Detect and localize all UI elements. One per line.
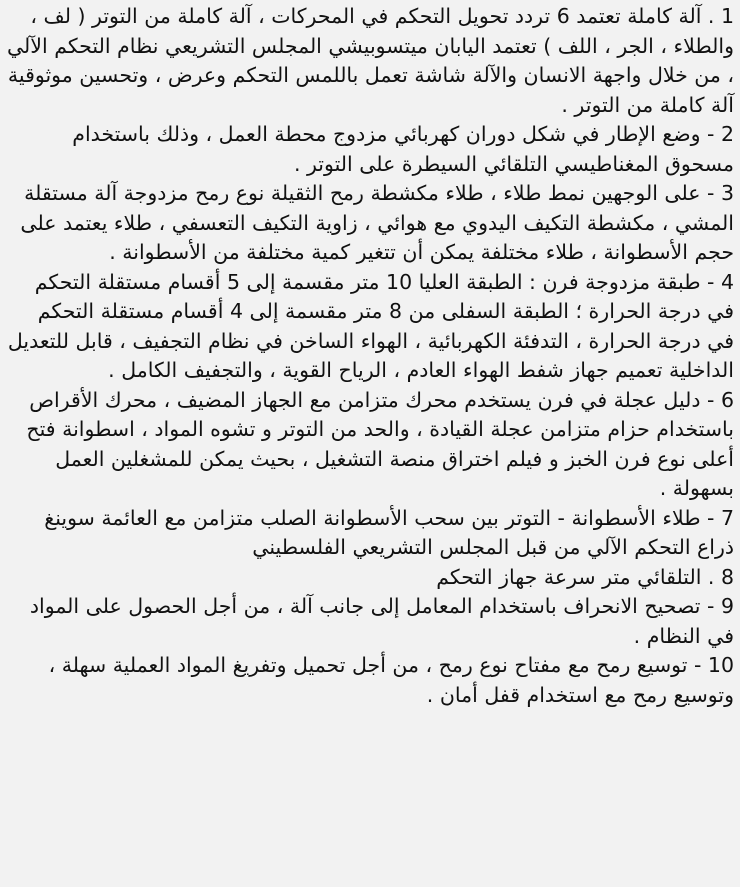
- paragraph-item-3: 3 - على الوجهين نمط طلاء ، طلاء مكشطة رمح الثقيلة نوع رمح مزدوجة آلة مستقلة المشي ، مكشطة التكيف اليدوي مع هوائي ، زاوية التكيف التعسفي ، طلاء يعتمد على حجم الأسطوانة ، طلاء مختلفة يمكن أن تتغير كمية مختلفة من الأسطوانة .: [20, 181, 734, 264]
- paragraph-item-8: 8 . التلقائي متر سرعة جهاز التحكم: [436, 564, 734, 589]
- paragraph-item-1: 1 . آلة كاملة تعتمد 6 تردد تحويل التحكم في المحركات ، آلة كاملة من التوتر ( لف ، والطلاء ، الجر ، اللف ) تعتمد اليابان ميتسوبيشي المجلس التشريعي نظام التحكم الآلي ، من خلال واجهة الانسان والآلة شاشة تعمل باللمس التحكم وعرض ، وتحسين موثوقية آلة كاملة من التوتر .: [6, 4, 734, 117]
- paragraph-item-7: 7 - طلاء الأسطوانة - التوتر بين سحب الأسطوانة الصلب متزامن مع العائمة سوينغ ذراع التحكم الآلي من قبل المجلس التشريعي الفلسطيني: [44, 505, 734, 559]
- paragraph-item-4: 4 - طبقة مزدوجة فرن : الطبقة العليا 10 متر مقسمة إلى 5 أقسام مستقلة التحكم في درجة الحرارة ؛ الطبقة السفلى من 8 متر مقسمة إلى 4 أقسام مستقلة التحكم في درجة الحرارة ، التدفئة الكهربائية ، الهواء الساخن في نظام التجفيف ، قابل للتعديل الداخلية تعميم جهاز شفط الهواء العادم ، الرياح القوية ، والتجفيف الكامل .: [7, 269, 734, 382]
- paragraph-item-9: 9 - تصحيح الانحراف باستخدام المعامل إلى جانب آلة ، من أجل الحصول على المواد في النظام .: [29, 594, 734, 648]
- paragraph-item-2: 2 - وضع الإطار في شكل دوران كهربائي مزدوج محطة العمل ، وذلك باستخدام مسحوق المغناطيسي التلقائي السيطرة على التوتر .: [72, 122, 734, 176]
- paragraph-item-10: 10 - توسيع رمح مع مفتاح نوع رمح ، من أجل تحميل وتفريغ المواد العملية سهلة ، وتوسيع رمح مع استخدام قفل أمان .: [48, 653, 734, 707]
- paragraph-item-6: 6 - دليل عجلة في فرن يستخدم محرك متزامن مع الجهاز المضيف ، محرك الأقراص باستخدام حزام متزامن عجلة القيادة ، والحد من التوتر و تشوه المواد ، اسطوانة فتح أعلى نوع فرن الخبز و فيلم اختراق منصة التشغيل ، بحيث يمكن للمشغلين العمل بسهولة .: [26, 387, 734, 500]
